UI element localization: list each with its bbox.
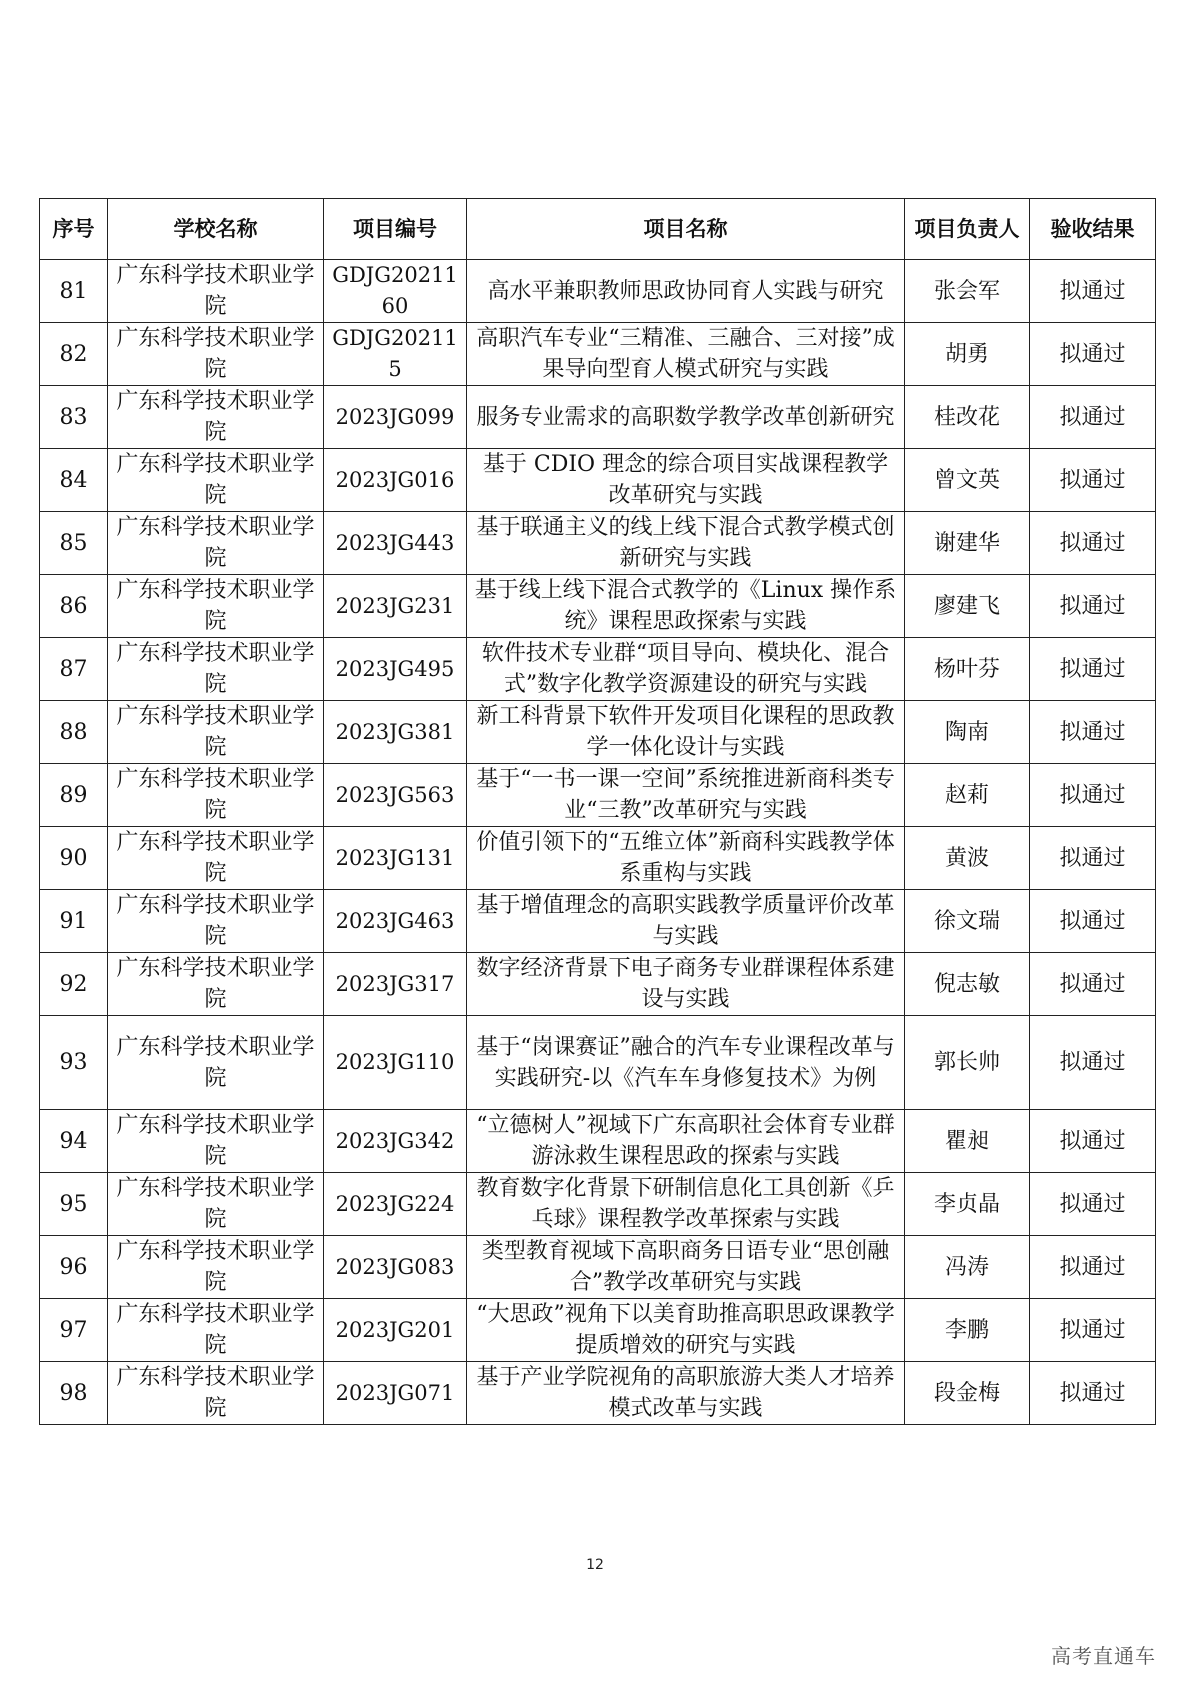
watermark-text: 高考直通车	[1051, 1644, 1156, 1668]
cell-code: 2023JG495	[324, 638, 467, 701]
table-row	[40, 953, 1156, 1016]
cell-seq: 89	[40, 764, 108, 827]
cell-code: 2023JG071	[324, 1362, 467, 1425]
cell-seq: 85	[40, 512, 108, 575]
cell-result: 拟通过	[1030, 1362, 1156, 1425]
cell-leader: 段金梅	[905, 1362, 1030, 1425]
cell-name: 基于增值理念的高职实践教学质量评价改革与实践	[467, 890, 905, 953]
cell-result: 拟通过	[1030, 386, 1156, 449]
cell-result: 拟通过	[1030, 575, 1156, 638]
cell-school: 广东科学技术职业学院	[108, 1362, 324, 1425]
cell-name: 数字经济背景下电子商务专业群课程体系建设与实践	[467, 953, 905, 1016]
cell-leader: 倪志敏	[905, 953, 1030, 1016]
cell-seq: 92	[40, 953, 108, 1016]
table-row	[40, 638, 1156, 701]
cell-name: 基于联通主义的线上线下混合式教学模式创新研究与实践	[467, 512, 905, 575]
cell-seq: 93	[40, 1016, 108, 1110]
cell-name: 软件技术专业群“项目导向、模块化、混合式”数字化教学资源建设的研究与实践	[467, 638, 905, 701]
table-row	[40, 449, 1156, 512]
cell-name: “立德树人”视域下广东高职社会体育专业群游泳救生课程思政的探索与实践	[467, 1110, 905, 1173]
cell-result: 拟通过	[1030, 1016, 1156, 1110]
cell-seq: 98	[40, 1362, 108, 1425]
cell-school: 广东科学技术职业学院	[108, 323, 324, 386]
cell-school: 广东科学技术职业学院	[108, 827, 324, 890]
table-row	[40, 701, 1156, 764]
table-row	[40, 764, 1156, 827]
cell-leader: 曾文英	[905, 449, 1030, 512]
cell-code: 2023JG083	[324, 1236, 467, 1299]
cell-result: 拟通过	[1030, 323, 1156, 386]
cell-name: 基于线上线下混合式教学的《Linux 操作系统》课程思政探索与实践	[467, 575, 905, 638]
cell-school: 广东科学技术职业学院	[108, 512, 324, 575]
table-row	[40, 1299, 1156, 1362]
cell-code: 2023JG317	[324, 953, 467, 1016]
cell-seq: 94	[40, 1110, 108, 1173]
project-acceptance-table	[39, 198, 1156, 1425]
cell-code: 2023JG463	[324, 890, 467, 953]
cell-code: GDJG202115	[324, 323, 467, 386]
cell-code: 2023JG381	[324, 701, 467, 764]
cell-name: 教育数字化背景下研制信息化工具创新《乒乓球》课程教学改革探索与实践	[467, 1173, 905, 1236]
table-row	[40, 827, 1156, 890]
table-header-row	[40, 199, 1156, 260]
table-row	[40, 1362, 1156, 1425]
table-row	[40, 1236, 1156, 1299]
cell-name: “大思政”视角下以美育助推高职思政课教学提质增效的研究与实践	[467, 1299, 905, 1362]
header-name: 项目名称	[467, 199, 905, 260]
cell-leader: 黄波	[905, 827, 1030, 890]
cell-code: 2023JG443	[324, 512, 467, 575]
cell-seq: 86	[40, 575, 108, 638]
cell-school: 广东科学技术职业学院	[108, 386, 324, 449]
cell-code: 2023JG016	[324, 449, 467, 512]
header-seq: 序号	[40, 199, 108, 260]
table-row	[40, 1016, 1156, 1110]
cell-code: 2023JG342	[324, 1110, 467, 1173]
header-code: 项目编号	[324, 199, 467, 260]
cell-name: 高水平兼职教师思政协同育人实践与研究	[467, 260, 905, 323]
cell-result: 拟通过	[1030, 638, 1156, 701]
cell-name: 基于“岗课赛证”融合的汽车专业课程改革与实践研究-以《汽车车身修复技术》为例	[467, 1016, 905, 1110]
header-leader: 项目负责人	[905, 199, 1030, 260]
table-row	[40, 323, 1156, 386]
cell-school: 广东科学技术职业学院	[108, 260, 324, 323]
cell-leader: 杨叶芬	[905, 638, 1030, 701]
cell-result: 拟通过	[1030, 890, 1156, 953]
cell-name: 高职汽车专业“三精准、三融合、三对接”成果导向型育人模式研究与实践	[467, 323, 905, 386]
cell-leader: 瞿昶	[905, 1110, 1030, 1173]
table-row	[40, 1110, 1156, 1173]
cell-school: 广东科学技术职业学院	[108, 1173, 324, 1236]
table-row	[40, 575, 1156, 638]
cell-result: 拟通过	[1030, 1299, 1156, 1362]
cell-result: 拟通过	[1030, 827, 1156, 890]
cell-school: 广东科学技术职业学院	[108, 953, 324, 1016]
cell-seq: 84	[40, 449, 108, 512]
page-number: 12	[586, 1557, 604, 1573]
cell-name: 基于 CDIO 理念的综合项目实战课程教学改革研究与实践	[467, 449, 905, 512]
cell-leader: 桂改花	[905, 386, 1030, 449]
cell-leader: 谢建华	[905, 512, 1030, 575]
cell-result: 拟通过	[1030, 764, 1156, 827]
cell-leader: 徐文瑞	[905, 890, 1030, 953]
cell-seq: 83	[40, 386, 108, 449]
cell-seq: 91	[40, 890, 108, 953]
cell-leader: 赵莉	[905, 764, 1030, 827]
cell-school: 广东科学技术职业学院	[108, 575, 324, 638]
cell-seq: 81	[40, 260, 108, 323]
cell-school: 广东科学技术职业学院	[108, 1299, 324, 1362]
cell-leader: 冯涛	[905, 1236, 1030, 1299]
cell-school: 广东科学技术职业学院	[108, 890, 324, 953]
cell-result: 拟通过	[1030, 1173, 1156, 1236]
table-row	[40, 386, 1156, 449]
cell-name: 价值引领下的“五维立体”新商科实践教学体系重构与实践	[467, 827, 905, 890]
cell-name: 类型教育视域下高职商务日语专业“思创融合”教学改革研究与实践	[467, 1236, 905, 1299]
cell-leader: 胡勇	[905, 323, 1030, 386]
cell-school: 广东科学技术职业学院	[108, 1236, 324, 1299]
header-result: 验收结果	[1030, 199, 1156, 260]
cell-code: 2023JG224	[324, 1173, 467, 1236]
cell-seq: 87	[40, 638, 108, 701]
cell-school: 广东科学技术职业学院	[108, 1016, 324, 1110]
cell-leader: 李鹏	[905, 1299, 1030, 1362]
cell-leader: 李贞晶	[905, 1173, 1030, 1236]
cell-seq: 96	[40, 1236, 108, 1299]
cell-code: 2023JG201	[324, 1299, 467, 1362]
cell-result: 拟通过	[1030, 1110, 1156, 1173]
cell-name: 新工科背景下软件开发项目化课程的思政教学一体化设计与实践	[467, 701, 905, 764]
cell-school: 广东科学技术职业学院	[108, 638, 324, 701]
cell-result: 拟通过	[1030, 701, 1156, 764]
cell-result: 拟通过	[1030, 449, 1156, 512]
cell-seq: 90	[40, 827, 108, 890]
cell-seq: 88	[40, 701, 108, 764]
cell-leader: 廖建飞	[905, 575, 1030, 638]
header-school: 学校名称	[108, 199, 324, 260]
cell-name: 基于产业学院视角的高职旅游大类人才培养模式改革与实践	[467, 1362, 905, 1425]
cell-result: 拟通过	[1030, 260, 1156, 323]
cell-school: 广东科学技术职业学院	[108, 1110, 324, 1173]
cell-seq: 82	[40, 323, 108, 386]
cell-code: 2023JG231	[324, 575, 467, 638]
cell-school: 广东科学技术职业学院	[108, 764, 324, 827]
table-row	[40, 260, 1156, 323]
cell-code: 2023JG563	[324, 764, 467, 827]
cell-name: 服务专业需求的高职数学教学改革创新研究	[467, 386, 905, 449]
table-row	[40, 890, 1156, 953]
cell-school: 广东科学技术职业学院	[108, 449, 324, 512]
cell-result: 拟通过	[1030, 512, 1156, 575]
cell-leader: 郭长帅	[905, 1016, 1030, 1110]
cell-school: 广东科学技术职业学院	[108, 701, 324, 764]
cell-leader: 张会军	[905, 260, 1030, 323]
cell-code: 2023JG131	[324, 827, 467, 890]
cell-name: 基于“一书一课一空间”系统推进新商科类专业“三教”改革研究与实践	[467, 764, 905, 827]
cell-code: GDJG2021160	[324, 260, 467, 323]
cell-result: 拟通过	[1030, 1236, 1156, 1299]
cell-leader: 陶南	[905, 701, 1030, 764]
cell-seq: 97	[40, 1299, 108, 1362]
cell-code: 2023JG110	[324, 1016, 467, 1110]
table-row	[40, 512, 1156, 575]
table-row	[40, 1173, 1156, 1236]
cell-result: 拟通过	[1030, 953, 1156, 1016]
cell-seq: 95	[40, 1173, 108, 1236]
cell-code: 2023JG099	[324, 386, 467, 449]
